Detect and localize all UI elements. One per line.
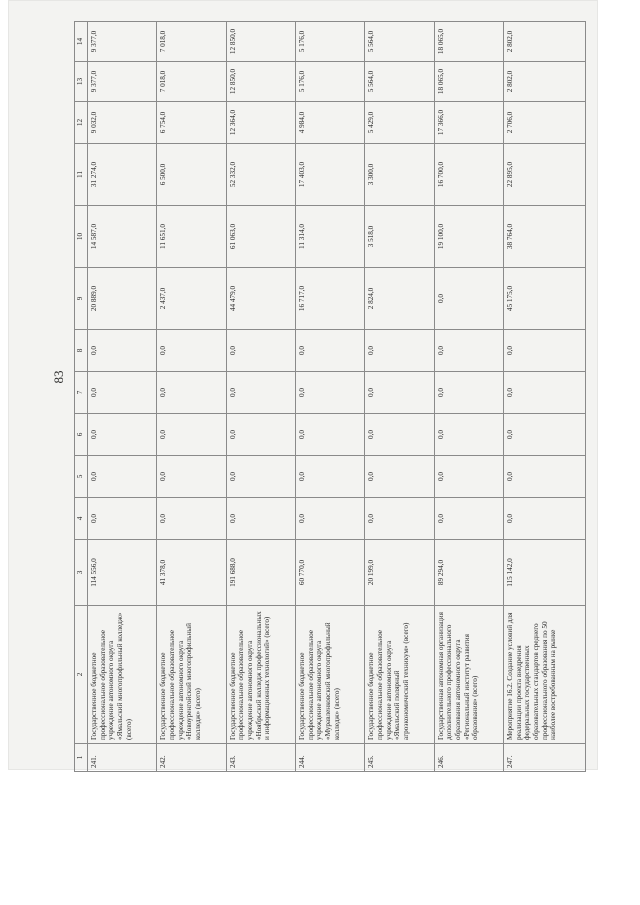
value-cell: 0,0 — [226, 456, 295, 498]
value-cell: 17 366,0 — [434, 102, 503, 144]
value-cell: 0,0 — [504, 414, 586, 456]
row-index: 245. — [365, 744, 434, 772]
value-cell: 2 802,0 — [504, 62, 586, 102]
value-cell: 20 889,0 — [88, 268, 157, 330]
value-cell: 18 065,0 — [434, 22, 503, 62]
value-cell: 4 984,0 — [296, 102, 365, 144]
value-cell: 0,0 — [504, 372, 586, 414]
table-row — [226, 22, 295, 772]
column-header: 13 — [75, 62, 88, 102]
value-cell: 0,0 — [88, 372, 157, 414]
value-cell: 3 518,0 — [365, 206, 434, 268]
value-cell: 5 429,0 — [365, 102, 434, 144]
table-row — [88, 22, 157, 772]
value-cell: 12 850,0 — [226, 62, 295, 102]
value-cell: 31 274,0 — [88, 144, 157, 206]
value-cell: 7 018,0 — [157, 22, 226, 62]
value-cell: 0,0 — [157, 330, 226, 372]
value-cell: 7 018,0 — [157, 62, 226, 102]
budget-table — [74, 21, 586, 772]
value-cell: 2 706,0 — [504, 102, 586, 144]
value-cell: 0,0 — [296, 372, 365, 414]
value-cell: 19 100,0 — [434, 206, 503, 268]
value-cell: 6 754,0 — [157, 102, 226, 144]
header-row — [75, 22, 88, 772]
table-row — [434, 22, 503, 772]
value-cell: 0,0 — [88, 498, 157, 540]
value-cell: 0,0 — [504, 498, 586, 540]
value-cell: 5 176,0 — [296, 62, 365, 102]
column-header: 4 — [75, 498, 88, 540]
column-header: 11 — [75, 144, 88, 206]
row-index: 242. — [157, 744, 226, 772]
value-cell: 0,0 — [226, 498, 295, 540]
row-index: 244. — [296, 744, 365, 772]
value-cell: 0,0 — [226, 372, 295, 414]
column-header: 6 — [75, 414, 88, 456]
column-header: 12 — [75, 102, 88, 144]
table-row — [157, 22, 226, 772]
value-cell: 45 175,0 — [504, 268, 586, 330]
value-cell: 9 377,0 — [88, 22, 157, 62]
value-cell: 60 770,0 — [296, 540, 365, 606]
value-cell: 0,0 — [226, 414, 295, 456]
value-cell: 14 587,0 — [88, 206, 157, 268]
value-cell: 2 437,0 — [157, 268, 226, 330]
value-cell: 9 032,0 — [88, 102, 157, 144]
value-cell: 5 564,0 — [365, 62, 434, 102]
value-cell: 2 802,0 — [504, 22, 586, 62]
column-header: 7 — [75, 372, 88, 414]
row-index: 247. — [504, 744, 586, 772]
value-cell: 0,0 — [434, 372, 503, 414]
value-cell: 44 479,0 — [226, 268, 295, 330]
value-cell: 0,0 — [434, 498, 503, 540]
value-cell: 20 199,0 — [365, 540, 434, 606]
value-cell: 0,0 — [434, 268, 503, 330]
row-index: 243. — [226, 744, 295, 772]
value-cell: 22 895,0 — [504, 144, 586, 206]
value-cell: 0,0 — [88, 414, 157, 456]
value-cell: 6 500,0 — [157, 144, 226, 206]
value-cell: 5 564,0 — [365, 22, 434, 62]
value-cell: 38 764,0 — [504, 206, 586, 268]
value-cell: 0,0 — [296, 330, 365, 372]
scanned-page — [8, 0, 598, 770]
value-cell: 0,0 — [88, 456, 157, 498]
value-cell: 0,0 — [226, 330, 295, 372]
value-cell: 0,0 — [296, 456, 365, 498]
row-name: Государственное бюджетное профессиональное образовательное учреждение автономного округа «Ноябрьский колледж профессиональных и информационных технологий» (всего) — [226, 606, 295, 744]
value-cell: 0,0 — [365, 372, 434, 414]
table-body — [88, 22, 586, 772]
value-cell: 0,0 — [88, 330, 157, 372]
value-cell: 3 300,0 — [365, 144, 434, 206]
column-header: 3 — [75, 540, 88, 606]
row-name: Государственное бюджетное профессиональное образовательное учреждение автономного округа «Муравленковский многопрофильный колледж» (всего) — [296, 606, 365, 744]
value-cell: 191 688,0 — [226, 540, 295, 606]
row-name: Государственная автономная организация дополнительного профессионального образования автономного округа «Региональный институт развития образования» (всего) — [434, 606, 503, 744]
row-name: Мероприятие 16.2. Создание условий для реализации проекта внедрения федеральных государственных образовательных стандартов среднего профессионального образования по 50 наиболее востребованным на рынке — [504, 606, 586, 744]
value-cell: 114 556,0 — [88, 540, 157, 606]
value-cell: 61 063,0 — [226, 206, 295, 268]
rotated-table-wrapper — [74, 22, 586, 772]
page-number: 83 — [51, 370, 66, 384]
row-name: Государственное бюджетное профессиональное образовательное учреждение автономного округа «Новоуренгойский многопрофильный колледж» (всего) — [157, 606, 226, 744]
table-row — [365, 22, 434, 772]
value-cell: 0,0 — [434, 330, 503, 372]
value-cell: 52 332,0 — [226, 144, 295, 206]
value-cell: 9 377,0 — [88, 62, 157, 102]
value-cell: 0,0 — [157, 498, 226, 540]
value-cell: 0,0 — [296, 414, 365, 456]
value-cell: 41 378,0 — [157, 540, 226, 606]
column-header: 5 — [75, 456, 88, 498]
column-header: 1 — [75, 744, 88, 772]
value-cell: 2 824,0 — [365, 268, 434, 330]
column-header: 10 — [75, 206, 88, 268]
column-header: 2 — [75, 606, 88, 744]
row-index: 241. — [88, 744, 157, 772]
value-cell: 0,0 — [365, 414, 434, 456]
column-header: 8 — [75, 330, 88, 372]
value-cell: 0,0 — [434, 414, 503, 456]
value-cell: 11 314,0 — [296, 206, 365, 268]
value-cell: 12 850,0 — [226, 22, 295, 62]
column-header: 14 — [75, 22, 88, 62]
value-cell: 0,0 — [504, 330, 586, 372]
row-name: Государственное бюджетное профессиональное образовательное учреждение автономного округа «Ямальский многопрофильный колледж» (всего) — [88, 606, 157, 744]
value-cell: 0,0 — [157, 372, 226, 414]
value-cell: 12 364,0 — [226, 102, 295, 144]
value-cell: 0,0 — [365, 330, 434, 372]
value-cell: 0,0 — [434, 456, 503, 498]
value-cell: 16 717,0 — [296, 268, 365, 330]
table-row — [296, 22, 365, 772]
value-cell: 5 176,0 — [296, 22, 365, 62]
value-cell: 16 700,0 — [434, 144, 503, 206]
value-cell: 89 294,0 — [434, 540, 503, 606]
value-cell: 0,0 — [157, 414, 226, 456]
row-name: Государственное бюджетное профессиональное образовательное учреждение автономного округа «Ямальский полярный агроэкономический техникум» (всего) — [365, 606, 434, 744]
row-index: 246. — [434, 744, 503, 772]
value-cell: 17 403,0 — [296, 144, 365, 206]
value-cell: 11 651,0 — [157, 206, 226, 268]
value-cell: 18 065,0 — [434, 62, 503, 102]
column-header: 9 — [75, 268, 88, 330]
value-cell: 0,0 — [504, 456, 586, 498]
value-cell: 0,0 — [157, 456, 226, 498]
table-row — [504, 22, 586, 772]
value-cell: 115 142,0 — [504, 540, 586, 606]
value-cell: 0,0 — [365, 498, 434, 540]
value-cell: 0,0 — [296, 498, 365, 540]
value-cell: 0,0 — [365, 456, 434, 498]
